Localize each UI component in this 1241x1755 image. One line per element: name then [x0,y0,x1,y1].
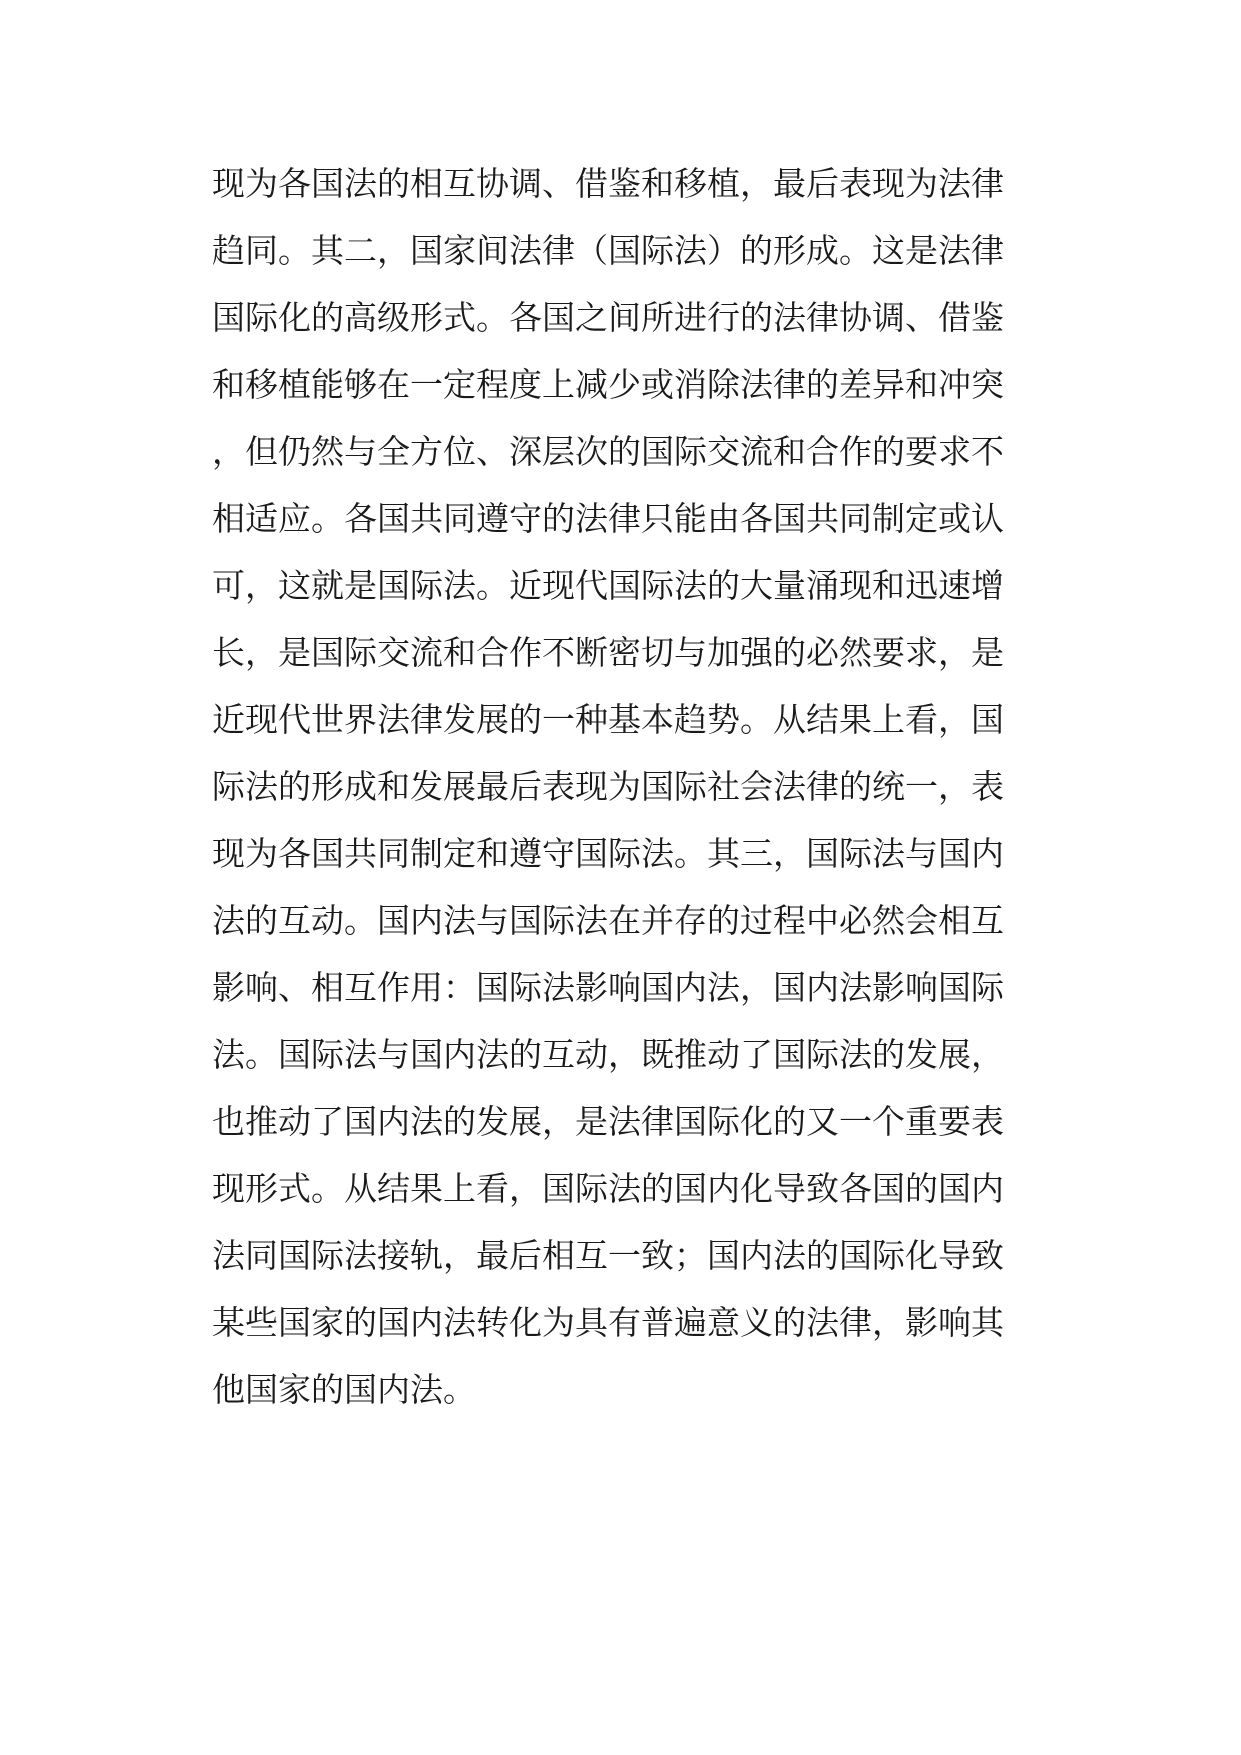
text-line: ，但仍然与全方位、深层次的国际交流和合作的要求不 [212,432,1004,471]
text-line: 和移植能够在一定程度上减少或消除法律的差异和冲突 [212,365,1004,404]
text-line: 法。国际法与国内法的互动，既推动了国际法的发展， [212,1035,1004,1074]
text-line: 也推动了国内法的发展，是法律国际化的又一个重要表 [212,1102,1004,1141]
text-line: 近现代世界法律发展的一种基本趋势。从结果上看，国 [212,700,1004,739]
text-line: 相适应。各国共同遵守的法律只能由各国共同制定或认 [212,499,1004,538]
text-line: 现为各国法的相互协调、借鉴和移植，最后表现为法律 [212,164,1004,203]
text-line: 趋同。其二，国家间法律（国际法）的形成。这是法律 [212,231,1004,270]
text-line: 际法的形成和发展最后表现为国际社会法律的统一，表 [212,767,1004,806]
text-line: 长，是国际交流和合作不断密切与加强的必然要求，是 [212,633,1004,672]
body-paragraph [212,150,1032,1423]
text-line: 他国家的国内法。 [212,1370,476,1409]
text-line: 影响、相互作用：国际法影响国内法，国内法影响国际 [212,968,1004,1007]
text-line: 现形式。从结果上看，国际法的国内化导致各国的国内 [212,1169,1004,1208]
text-line: 可，这就是国际法。近现代国际法的大量涌现和迅速增 [212,566,1004,605]
text-line: 法同国际法接轨，最后相互一致；国内法的国际化导致 [212,1236,1004,1275]
text-line: 法的互动。国内法与国际法在并存的过程中必然会相互 [212,901,1004,940]
text-line: 某些国家的国内法转化为具有普遍意义的法律，影响其 [212,1303,1004,1342]
text-line: 国际化的高级形式。各国之间所进行的法律协调、借鉴 [212,298,1004,337]
text-line: 现为各国共同制定和遵守国际法。其三，国际法与国内 [212,834,1004,873]
